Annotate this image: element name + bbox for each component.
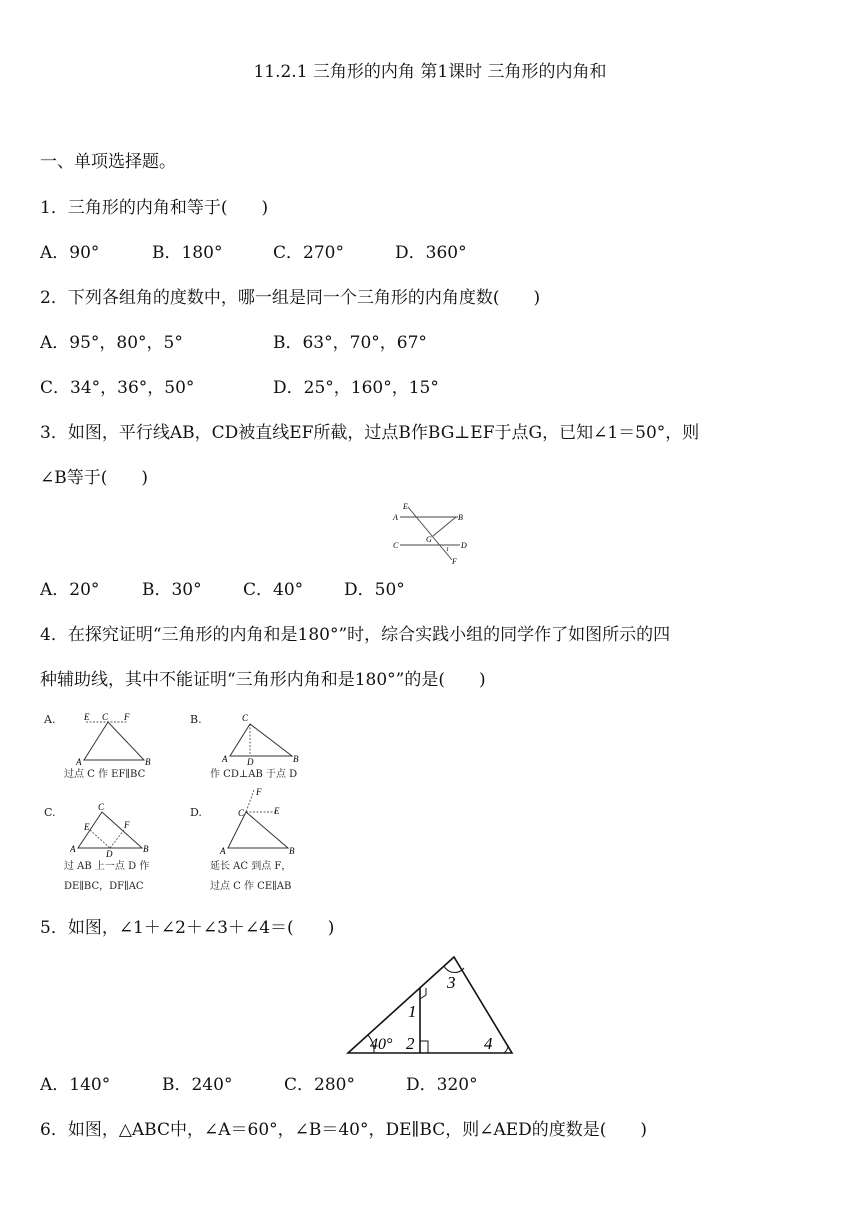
q4-fig-c-label-f: F xyxy=(124,820,130,830)
q3-option-c: C．40° xyxy=(243,580,304,600)
q5-label-4: 4 xyxy=(484,1034,493,1053)
q3-label-b: B xyxy=(458,513,463,522)
q1-option-d: D．360° xyxy=(395,243,467,263)
section-heading: 一、单项选择题。 xyxy=(40,152,176,172)
q1-option-b: B．180° xyxy=(152,243,223,263)
q4-fig-d-label-f: F xyxy=(256,787,262,797)
q5-label-1: 1 xyxy=(408,1002,417,1021)
q3-label-e: E xyxy=(403,502,408,511)
q4-fig-c-letter: C. xyxy=(44,806,56,819)
q4-fig-d-label-a: A xyxy=(220,846,226,856)
q4-fig-d-caption-1: 延长 AC 到点 F， xyxy=(210,861,292,872)
q2-stem: 2．下列各组角的度数中，哪一组是同一个三角形的内角度数( ) xyxy=(40,288,541,308)
q1-option-a: A．90° xyxy=(40,243,100,263)
q4-fig-a-label-b: B xyxy=(145,757,151,767)
q4-fig-c-label-e: E xyxy=(84,822,90,832)
q4-fig-c-label-a: A xyxy=(70,844,76,854)
q4-fig-c-caption-2: DE∥BC，DF∥AC xyxy=(64,881,144,892)
q4-fig-a-caption: 过点 C 作 EF∥BC xyxy=(64,769,146,780)
q1-option-c: C．270° xyxy=(273,243,344,263)
q4-fig-d xyxy=(214,786,310,858)
q4-fig-d-caption-2: 过点 C 作 CE∥AB xyxy=(210,881,292,892)
q3-label-g: G xyxy=(426,535,432,544)
q5-option-c: C．280° xyxy=(284,1075,355,1095)
q2-option-a: A．95°，80°，5° xyxy=(40,333,183,353)
q4-fig-b xyxy=(220,712,310,768)
q3-figure xyxy=(386,498,476,570)
q5-option-d: D．320° xyxy=(406,1075,478,1095)
q4-fig-b-label-c: C xyxy=(242,713,249,723)
q4-fig-d-label-c: C xyxy=(238,808,245,818)
q5-label-2: 2 xyxy=(406,1034,415,1053)
q3-stem-line1: 3．如图，平行线AB，CD被直线EF所截，过点B作BG⊥EF于点G，已知∠1＝50°，则 xyxy=(40,423,700,443)
q4-fig-c-label-b: B xyxy=(143,844,149,854)
q4-fig-c-label-d: D xyxy=(106,849,113,858)
q3-option-a: A．20° xyxy=(40,580,100,600)
q4-fig-b-label-a: A xyxy=(222,754,228,764)
q5-stem: 5．如图，∠1＋∠2＋∠3＋∠4＝( ) xyxy=(40,918,335,938)
q4-fig-b-letter: B. xyxy=(190,713,202,726)
q5-figure xyxy=(340,955,520,1057)
q2-option-b: B．63°，70°，67° xyxy=(273,333,427,353)
q4-stem-line2: 种辅助线，其中不能证明“三角形内角和是180°”的是( ) xyxy=(40,670,486,690)
q4-fig-a-label-a: A xyxy=(76,757,82,767)
q4-fig-a-label-f: F xyxy=(124,712,130,722)
q4-fig-c xyxy=(70,802,160,858)
q2-option-c: C．34°，36°，50° xyxy=(40,378,195,398)
q4-fig-a xyxy=(72,712,162,768)
q3-option-d: D．50° xyxy=(344,580,405,600)
q4-fig-b-label-b: B xyxy=(293,754,299,764)
q3-stem-line2: ∠B等于( ) xyxy=(40,468,149,488)
q2-option-d: D．25°，160°，15° xyxy=(273,378,439,398)
q4-fig-c-caption-1: 过 AB 上一点 D 作 xyxy=(64,861,150,872)
q3-label-c: C xyxy=(393,541,399,550)
q3-label-a: A xyxy=(393,513,398,522)
q3-label-1: 1 xyxy=(446,547,449,553)
q5-option-b: B．240° xyxy=(162,1075,233,1095)
q3-label-f: F xyxy=(452,557,457,566)
q4-fig-a-label-e: E xyxy=(84,712,90,722)
q4-fig-a-letter: A. xyxy=(44,713,56,726)
q4-fig-d-letter: D. xyxy=(190,806,202,819)
q3-option-b: B．30° xyxy=(142,580,202,600)
q4-stem-line1: 4．在探究证明“三角形的内角和是180°”时，综合实践小组的同学作了如图所示的四 xyxy=(40,625,671,645)
q4-fig-a-label-c: C xyxy=(102,712,109,722)
q5-label-40deg: 40° xyxy=(370,1036,393,1053)
q4-fig-c-label-c: C xyxy=(98,802,105,812)
q4-fig-d-label-e: E xyxy=(274,806,280,816)
q4-fig-b-label-d: D xyxy=(247,757,254,767)
page-title: 11.2.1 三角形的内角 第1课时 三角形的内角和 xyxy=(253,62,607,82)
q5-option-a: A．140° xyxy=(40,1075,111,1095)
q1-stem: 1．三角形的内角和等于( ) xyxy=(40,198,269,218)
q6-stem: 6．如图，△ABC中，∠A＝60°，∠B＝40°，DE∥BC，则∠AED的度数是( ) xyxy=(40,1120,648,1140)
q5-label-3: 3 xyxy=(447,973,456,992)
q4-fig-b-caption: 作 CD⊥AB 于点 D xyxy=(210,769,298,780)
q3-label-d: D xyxy=(461,541,467,550)
q4-fig-d-label-b: B xyxy=(289,846,295,856)
